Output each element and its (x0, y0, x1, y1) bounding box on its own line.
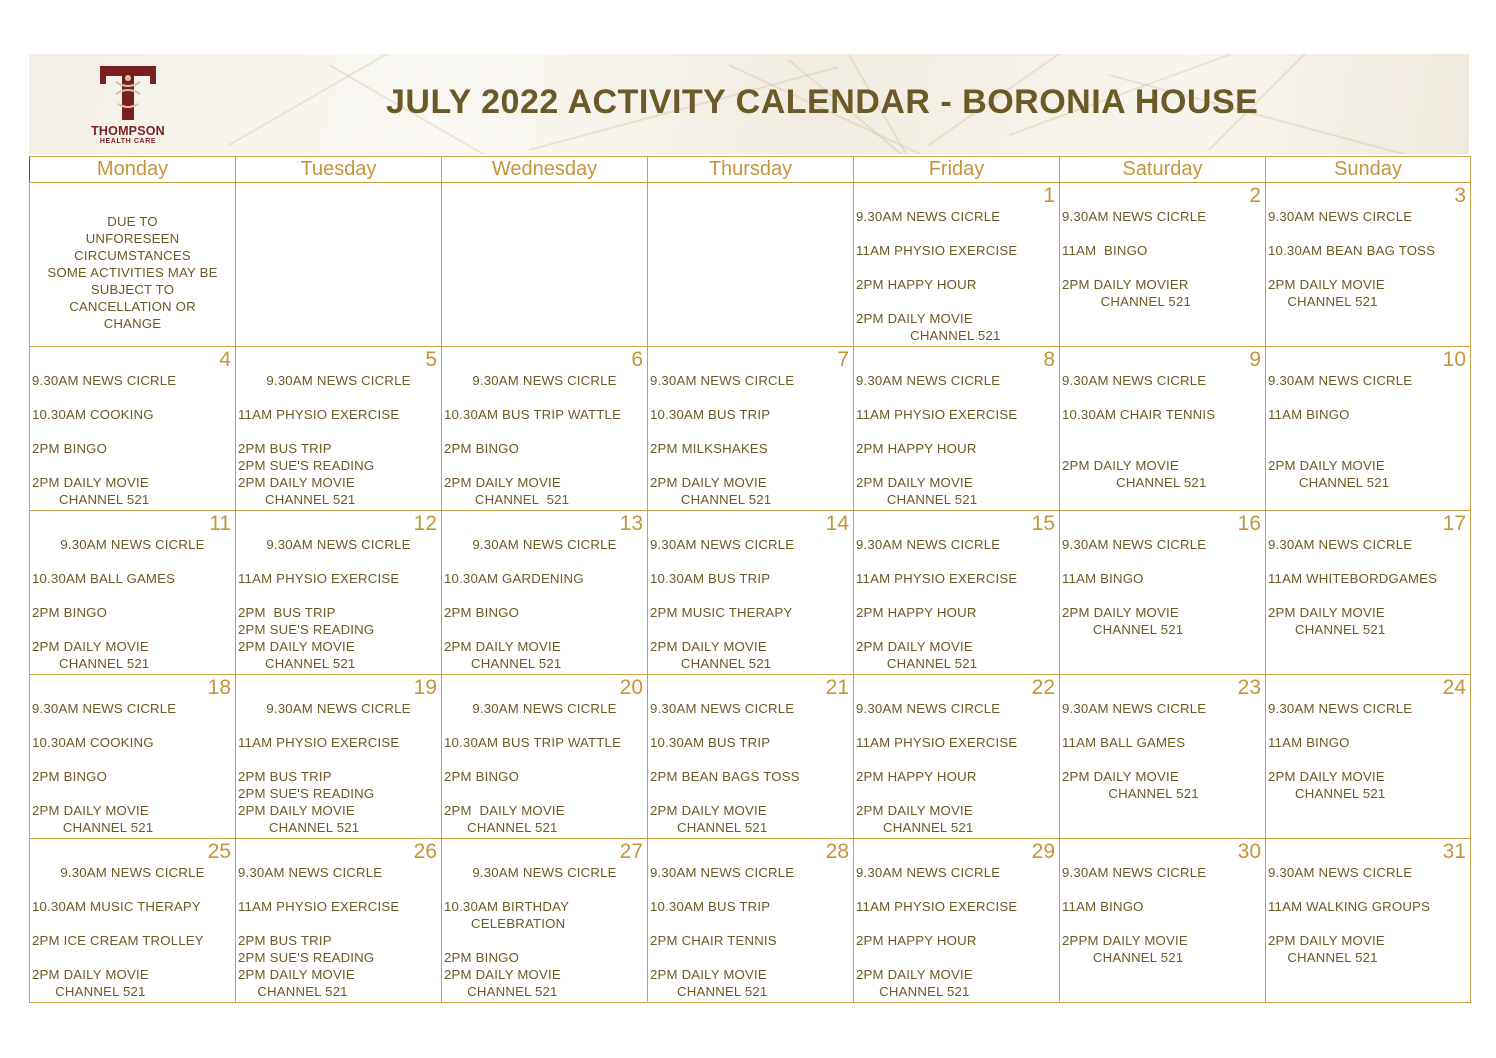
activity-item: 9.30AM NEWS CICRLE (266, 701, 411, 716)
day-number: 19 (413, 676, 437, 699)
activity-item: 2PM HAPPY HOUR (856, 441, 977, 456)
activity-item: 2PM DAILY MOVIE CHANNEL 521 (32, 803, 154, 835)
day-number: 22 (1031, 676, 1055, 699)
calendar-week-row (30, 511, 1471, 675)
weekday-header: Thursday (648, 157, 854, 183)
activity-calendar (29, 156, 1471, 1003)
day-number: 31 (1442, 840, 1466, 863)
activity-list (650, 700, 851, 836)
calendar-day-cell (442, 511, 648, 675)
activity-item: 11AM BINGO (1062, 571, 1144, 586)
activity-item: 2PM DAILY MOVIE CHANNEL 521 (444, 639, 562, 671)
activity-item: 2PM DAILY MOVIE CHANNEL 521 (444, 967, 561, 999)
activity-list (238, 700, 439, 836)
activity-item: 11AM BINGO (1268, 735, 1350, 750)
day-number: 4 (219, 348, 231, 371)
day-number: 25 (207, 840, 231, 863)
activity-list (1062, 208, 1263, 310)
calendar-day-cell (236, 839, 442, 1003)
activity-item: 9.30AM NEWS CIRCLE (650, 373, 795, 388)
activity-item: 2PM DAILY MOVIE CHANNEL 521 (238, 967, 355, 999)
day-number: 30 (1237, 840, 1261, 863)
activity-item: 9.30AM NEWS CICRLE (32, 373, 177, 388)
activity-item: 9.30AM NEWS CICRLE (1062, 373, 1207, 388)
weekday-header: Wednesday (442, 157, 648, 183)
activity-list (444, 536, 645, 672)
calendar-day-cell (30, 511, 236, 675)
activity-list (650, 864, 851, 1000)
logo (80, 64, 176, 150)
activity-item: 2PM DAILY MOVIE CHANNEL 521 (32, 967, 149, 999)
activity-item: 9.30AM NEWS CICRLE (266, 373, 411, 388)
weekday-header: Friday (854, 157, 1060, 183)
activity-list (1062, 864, 1263, 966)
calendar-day-cell (1266, 675, 1471, 839)
activity-list (1268, 536, 1468, 638)
activity-item: 9.30AM NEWS CICRLE (60, 537, 205, 552)
activity-item: 2PM DAILY MOVIE CHANNEL 521 (856, 803, 974, 835)
activity-item: 2PM DAILY MOVIE CHANNEL 521 (650, 803, 768, 835)
day-number: 8 (1043, 348, 1055, 371)
activity-item: 2PM CHAIR TENNIS (650, 933, 777, 948)
activity-list (444, 864, 645, 1000)
activity-item: 2PM BUS TRIP 2PM SUE'S READING (238, 441, 375, 473)
day-number: 18 (207, 676, 231, 699)
calendar-week-row (30, 347, 1471, 511)
calendar-day-cell (30, 675, 236, 839)
activity-item: 11AM WALKING GROUPS (1268, 899, 1431, 914)
day-number: 20 (619, 676, 643, 699)
activity-item: 9.30AM NEWS CIRCLE (1268, 209, 1413, 224)
activity-item: 10.30AM MUSIC THERAPY (32, 899, 201, 914)
day-number: 21 (825, 676, 849, 699)
activity-item: 2PM DAILY MOVIE CHANNEL 521 (650, 639, 772, 671)
activity-list (1062, 536, 1263, 638)
activity-list (1268, 864, 1468, 966)
activity-item: 2PM DAILY MOVIE CHANNEL 521 (856, 967, 973, 999)
weekday-header: Tuesday (236, 157, 442, 183)
day-number: 7 (837, 348, 849, 371)
activity-item: 9.30AM NEWS CICRLE (266, 537, 411, 552)
activity-item: 2PM BINGO (444, 605, 520, 620)
activity-list (238, 864, 439, 1000)
activity-list (856, 700, 1057, 836)
activity-item: 9.30AM NEWS CICRLE (856, 209, 1001, 224)
activity-item: 2PM DAILY MOVIE CHANNEL 521 (444, 803, 565, 835)
day-number: 26 (413, 840, 437, 863)
activity-item: 10.30AM BUS TRIP (650, 571, 771, 586)
day-number: 12 (413, 512, 437, 535)
calendar-day-cell (854, 511, 1060, 675)
activity-item: 11AM PHYSIO EXERCISE (856, 735, 1018, 750)
activity-item: 2PM DAILY MOVIE CHANNEL 521 (856, 639, 978, 671)
day-number: 5 (425, 348, 437, 371)
activity-item: 2PM BUS TRIP 2PM SUE'S READING (238, 769, 375, 801)
calendar-day-cell (648, 347, 854, 511)
activity-item: 2PM BEAN BAGS TOSS (650, 769, 800, 784)
activity-item: 2PM HAPPY HOUR (856, 277, 977, 292)
activity-item: 11AM PHYSIO EXERCISE (238, 571, 400, 586)
activity-item: 9.30AM NEWS CICRLE (856, 373, 1001, 388)
activity-item: 11AM WHITEBORDGAMES (1268, 571, 1438, 586)
activity-item: 9.30AM NEWS CICRLE (1268, 373, 1413, 388)
day-number: 1 (1043, 184, 1055, 207)
activity-item: 2PM BINGO (32, 769, 108, 784)
weekday-header: Saturday (1060, 157, 1266, 183)
activity-item: 9.30AM NEWS CICRLE (1062, 209, 1207, 224)
activity-list (238, 536, 439, 672)
activity-list (856, 536, 1057, 672)
activity-item: 2PM BINGO (444, 950, 520, 965)
calendar-day-cell (236, 511, 442, 675)
activity-item: 2PM DAILY MOVIE CHANNEL 521 (856, 311, 1001, 343)
calendar-week-row (30, 675, 1471, 839)
activity-item: 9.30AM NEWS CICRLE (650, 701, 795, 716)
activity-item: 2PM BUS TRIP 2PM SUE'S READING (238, 605, 375, 637)
calendar-day-cell (30, 839, 236, 1003)
activity-item: 10.30AM COOKING (32, 407, 154, 422)
day-number: 13 (619, 512, 643, 535)
activity-item: 2PM DAILY MOVIE CHANNEL 521 (238, 475, 356, 507)
activity-item: 2PM DAILY MOVIE CHANNEL 521 (238, 803, 360, 835)
activity-item: 11AM BINGO (1062, 899, 1144, 914)
activity-item: 9.30AM NEWS CICRLE (1062, 865, 1207, 880)
activity-item: 9.30AM NEWS CICRLE (472, 701, 617, 716)
activity-list (32, 372, 233, 508)
activity-item: 10.30AM BUS TRIP WATTLE (444, 407, 622, 422)
activity-item: 9.30AM NEWS CICRLE (238, 865, 383, 880)
activity-item: 10.30AM BUS TRIP (650, 899, 771, 914)
activity-item: 2PM DAILY MOVIE CHANNEL 521 (1268, 277, 1385, 309)
activity-item: 2PM DAILY MOVIE CHANNEL 521 (32, 475, 150, 507)
activity-item: 2PM DAILY MOVIER CHANNEL 521 (1062, 277, 1192, 309)
activity-list (856, 372, 1057, 508)
activity-item: 11AM BALL GAMES (1062, 735, 1186, 750)
activity-item: 2PM BUS TRIP 2PM SUE'S READING (238, 933, 375, 965)
activity-item: 11AM PHYSIO EXERCISE (238, 899, 400, 914)
day-number: 2 (1249, 184, 1261, 207)
activity-item: 11AM PHYSIO EXERCISE (238, 735, 400, 750)
activity-item: 2PM MILKSHAKES (650, 441, 768, 456)
activity-item: 9.30AM NEWS CICRLE (1268, 865, 1413, 880)
activity-item: 9.30AM NEWS CICRLE (1268, 701, 1413, 716)
calendar-day-cell (30, 347, 236, 511)
calendar-day-cell (442, 675, 648, 839)
activity-item: 2PM DAILY MOVIE CHANNEL 521 (444, 475, 570, 507)
activity-item: 2PM DAILY MOVIE CHANNEL 521 (1062, 769, 1199, 801)
activity-list (650, 536, 851, 672)
activity-item: 2PM HAPPY HOUR (856, 769, 977, 784)
day-number: 29 (1031, 840, 1055, 863)
activity-item: 9.30AM NEWS CICRLE (472, 537, 617, 552)
activity-list (1268, 372, 1468, 490)
activity-item: 2PM HAPPY HOUR (856, 933, 977, 948)
activity-item: 9.30AM NEWS CICRLE (472, 865, 617, 880)
day-number: 24 (1442, 676, 1466, 699)
calendar-day-cell (442, 347, 648, 511)
activity-item: 10.30AM BUS TRIP WATTLE (444, 735, 622, 750)
activity-item: 2PM DAILY MOVIE CHANNEL 521 (1268, 769, 1386, 801)
activity-item: 9.30AM NEWS CICRLE (472, 373, 617, 388)
activity-item: 9.30AM NEWS CICRLE (856, 865, 1001, 880)
calendar-day-cell (1060, 347, 1266, 511)
day-number: 9 (1249, 348, 1261, 371)
activity-item: 10.30AM BUS TRIP (650, 407, 771, 422)
calendar-day-cell (236, 347, 442, 511)
caduceus-logo-icon (98, 64, 158, 122)
activity-item: 11AM BINGO (1268, 407, 1350, 422)
calendar-day-cell (236, 675, 442, 839)
activity-item: 9.30AM NEWS CICRLE (32, 701, 177, 716)
activity-item: 10.30AM GARDENING (444, 571, 584, 586)
activity-list (32, 700, 233, 836)
day-number: 16 (1237, 512, 1261, 535)
activity-item: 2PM DAILY MOVIE CHANNEL 521 (1062, 605, 1184, 637)
calendar-day-cell (854, 675, 1060, 839)
calendar-week-row (30, 183, 1471, 347)
activity-list (238, 372, 439, 508)
activity-item: 9.30AM NEWS CICRLE (1062, 537, 1207, 552)
calendar-day-cell (1266, 839, 1471, 1003)
calendar-day-cell (854, 839, 1060, 1003)
activity-item: 2PM DAILY MOVIE CHANNEL 521 (238, 639, 356, 671)
day-number: 28 (825, 840, 849, 863)
activity-item: 2PM DAILY MOVIE CHANNEL 521 (1268, 458, 1390, 490)
calendar-day-cell (648, 183, 854, 347)
activity-item: 2PM DAILY MOVIE CHANNEL 521 (856, 475, 978, 507)
activity-item: 2PM HAPPY HOUR (856, 605, 977, 620)
day-number: 27 (619, 840, 643, 863)
day-number: 23 (1237, 676, 1261, 699)
activity-item: 2PM MUSIC THERAPY (650, 605, 793, 620)
calendar-day-cell (854, 347, 1060, 511)
activity-item: 2PM DAILY MOVIE CHANNEL 521 (32, 639, 150, 671)
weekday-header: Monday (30, 157, 236, 183)
calendar-day-cell (1060, 511, 1266, 675)
day-number: 10 (1442, 348, 1466, 371)
weekday-header-row (30, 157, 1471, 183)
calendar-day-cell (648, 675, 854, 839)
activity-item: 9.30AM NEWS CICRLE (650, 865, 795, 880)
calendar-day-cell (648, 839, 854, 1003)
logo-subtitle: HEALTH CARE (99, 138, 157, 145)
activity-list (650, 372, 851, 508)
activity-item: 9.30AM NEWS CICRLE (856, 537, 1001, 552)
page-title: JULY 2022 ACTIVITY CALENDAR - BORONIA HOUSE (386, 83, 1259, 121)
calendar-day-cell (30, 183, 236, 347)
activity-item: 11AM PHYSIO EXERCISE (856, 407, 1018, 422)
calendar-week-row (30, 839, 1471, 1003)
day-number: 17 (1442, 512, 1466, 535)
activity-item: 11AM PHYSIO EXERCISE (856, 243, 1018, 258)
activity-item: 10.30AM BUS TRIP (650, 735, 771, 750)
calendar-day-cell (442, 183, 648, 347)
calendar-day-cell (1266, 347, 1471, 511)
activity-item: 11AM PHYSIO EXERCISE (856, 571, 1018, 586)
activity-item: 11AM PHYSIO EXERCISE (856, 899, 1018, 914)
activity-list (1268, 208, 1468, 310)
activity-list (856, 208, 1057, 344)
calendar-day-cell (1266, 183, 1471, 347)
activity-item: 11AM PHYSIO EXERCISE (238, 407, 400, 422)
activity-item: 2PM ICE CREAM TROLLEY (32, 933, 204, 948)
calendar-day-cell (854, 183, 1060, 347)
activity-item: 9.30AM NEWS CICRLE (1062, 701, 1207, 716)
activity-list (856, 864, 1057, 1000)
calendar-day-cell (1266, 511, 1471, 675)
activity-item: 9.30AM NEWS CIRCLE (856, 701, 1001, 716)
activity-item: 9.30AM NEWS CICRLE (1268, 537, 1413, 552)
cancellation-notice: DUE TO UNFORESEEN CIRCUMSTANCES SOME ACTIVITIES MAY BE SUBJECT TO CANCELLATION OR CHANGE (47, 214, 218, 331)
activity-item: 2PM DAILY MOVIE CHANNEL 521 (650, 967, 768, 999)
activity-item: 2PM DAILY MOVIE CHANNEL 521 (1268, 605, 1386, 637)
weekday-header: Sunday (1266, 157, 1471, 183)
activity-item: 10.30AM CHAIR TENNIS (1062, 407, 1216, 422)
activity-list (444, 700, 645, 836)
activity-item: 2PM DAILY MOVIE CHANNEL 521 (1062, 458, 1207, 490)
calendar-day-cell (1060, 839, 1266, 1003)
activity-item: 10.30AM BALL GAMES (32, 571, 176, 586)
activity-list (1062, 372, 1263, 490)
activity-item: 10.30AM COOKING (32, 735, 154, 750)
day-number: 11 (209, 512, 231, 535)
day-number: 6 (631, 348, 643, 371)
logo-name: THOMPSON (91, 124, 165, 138)
activity-item: 10.30AM BEAN BAG TOSS (1268, 243, 1436, 258)
activity-list (444, 372, 645, 508)
activity-item: 2PM BINGO (32, 441, 108, 456)
activity-list (32, 536, 233, 672)
activity-item: 11AM BINGO (1062, 243, 1148, 258)
activity-list (1268, 700, 1468, 802)
calendar-day-cell (1060, 183, 1266, 347)
calendar-day-cell (648, 511, 854, 675)
activity-item: 9.30AM NEWS CICRLE (60, 865, 205, 880)
calendar-day-cell (236, 183, 442, 347)
day-number: 15 (1031, 512, 1055, 535)
activity-item: 2PM BINGO (32, 605, 108, 620)
activity-item: 2PM DAILY MOVIE CHANNEL 521 (1268, 933, 1385, 965)
day-number: 14 (825, 512, 849, 535)
activity-item: 9.30AM NEWS CICRLE (650, 537, 795, 552)
activity-item: 2PM BINGO (444, 769, 520, 784)
activity-item: 2PM DAILY MOVIE CHANNEL 521 (650, 475, 772, 507)
calendar-day-cell (442, 839, 648, 1003)
activity-list (1062, 700, 1263, 802)
calendar-day-cell (1060, 675, 1266, 839)
activity-item: 2PM BINGO (444, 441, 520, 456)
activity-item: 2PPM DAILY MOVIE CHANNEL 521 (1062, 933, 1188, 965)
day-number: 3 (1454, 184, 1466, 207)
activity-item: 10.30AM BIRTHDAY CELEBRATION (444, 899, 570, 931)
activity-list (32, 864, 233, 1000)
